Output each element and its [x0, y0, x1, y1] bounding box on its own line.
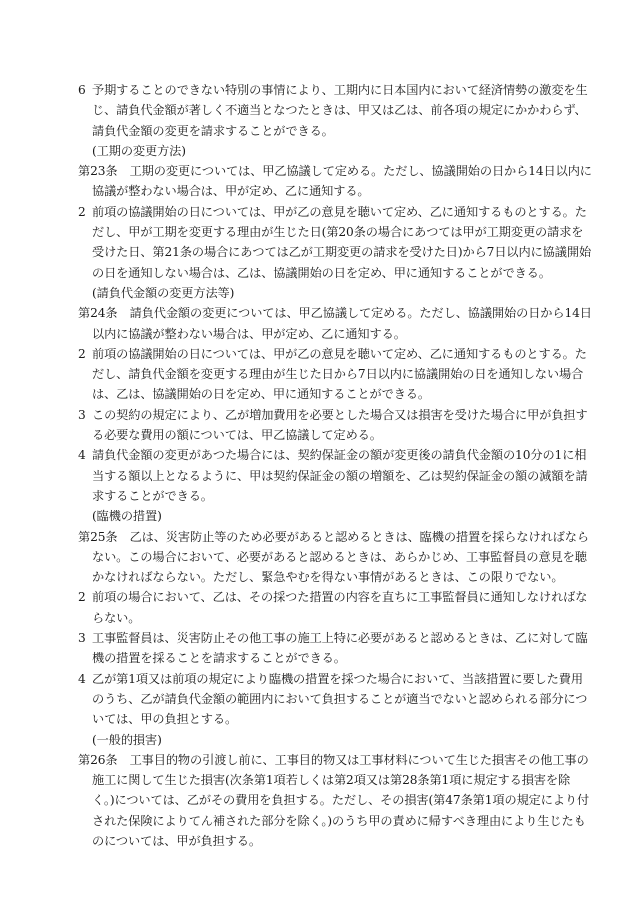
paragraph-text: この契約の規定により、乙が増加費用を必要とした場合又は損害を受けた場合に甲が負担する必要な費用の額については、甲乙協議して定める。	[92, 407, 588, 443]
article-26	[78, 750, 592, 851]
article-23-paragraph-2	[78, 202, 592, 283]
article-text: 請負代金額の変更については、甲乙協議して定める。ただし、協議開始の日から14日以内に協議が整わない場合は、甲が定め、乙に通知する。	[92, 306, 592, 341]
article-text: 工事目的物の引渡し前に、工事目的物又は工事材料について生じた損害その他工事の施工に関して生じた損害(次条第1項若しくは第2項又は第28条第1項に規定する損害を除く。)については、乙がその費用を負担する。ただし、その損害(第47条第1項の規定により付された保険によりてん補された部分を除く。)のうち甲の責めに帰すべき理由により生じたものについては、甲が負担する。	[92, 752, 590, 848]
paragraph-number: 2	[78, 204, 86, 219]
article-24-paragraph-4	[78, 445, 592, 506]
article-25-paragraph-2	[78, 587, 592, 628]
paragraph-number: 3	[78, 407, 86, 422]
article-text: 乙は、災害防止等のため必要があると認めるときは、臨機の措置を採らなければならない。この場合において、必要があると認めるときは、あらかじめ、工事監督員の意見を聴かなければならない。ただし、緊急やむを得ない事情があるときは、この限りでない。	[92, 529, 589, 585]
heading-general-damage: (一般的損害)	[92, 732, 162, 747]
paragraph-text: 工事監督員は、災害防止その他工事の施工上特に必要があると認めるときは、乙に対して臨機の措置を採ることを請求することができる。	[92, 631, 588, 666]
article-24	[78, 303, 592, 344]
heading-construction-period-change: (工期の変更方法)	[92, 143, 186, 158]
paragraph-number: 2	[78, 590, 86, 605]
paragraph-number: 3	[78, 631, 86, 646]
paragraph-text: 前項の場合において、乙は、その採つた措置の内容を直ちに工事監督員に通知しなければならない。	[92, 590, 588, 625]
article-24-paragraph-3	[78, 405, 592, 446]
paragraph-number: 4	[78, 448, 86, 463]
article-23	[78, 161, 592, 202]
article-number: 第26条	[78, 752, 118, 767]
paragraph-text: 前項の協議開始の日については、甲が乙の意見を聴いて定め、乙に通知するものとする。ただし、甲が工期を変更する理由が生じた日(第20条の場合にあつては甲が工期変更の請求を受けた日、第21条の場合にあつては乙が工期変更の請求を受けた日)から7日以内に協議開始の日を通知しない場合は、乙は、協議開始の日を定め、甲に通知することができる。	[92, 204, 592, 280]
article-number: 第23条	[78, 164, 118, 179]
article-text: 工期の変更については、甲乙協議して定める。ただし、協議開始の日から14日以内に協議が整わない場合は、甲が定め、乙に通知する。	[92, 164, 592, 199]
paragraph-text: 前項の協議開始の日については、甲が乙の意見を聴いて定め、乙に通知するものとする。ただし、請負代金額を変更する理由が生じた日から7日以内に協議開始の日を通知しない場合は、乙は、協議開始の日を定め、甲に通知することができる。	[92, 346, 587, 402]
paragraph-text: 乙が第1項又は前項の規定により臨機の措置を採つた場合において、当該措置に要した費用のうち、乙が請負代金額の範囲内において負担することが適当でないと認められる部分については、甲の負担とする。	[92, 671, 588, 727]
article-number: 第25条	[78, 529, 118, 544]
article-25-paragraph-3	[78, 628, 592, 669]
heading-emergency-measures: (臨機の措置)	[92, 509, 162, 524]
article-24-paragraph-2	[78, 344, 592, 405]
article-25-paragraph-4	[78, 669, 592, 730]
article-25	[78, 527, 592, 588]
paragraph-number: 6	[78, 83, 86, 97]
paragraph-6	[78, 80, 592, 141]
heading-contract-price-change: (請負代金額の変更方法等)	[92, 285, 235, 300]
paragraph-text: 予期することのできない特別の事情により、工期内に日本国内において経済情勢の激変を生じ、請負代金額が著しく不適当となつたときは、甲又は乙は、前各項の規定にかかわらず、請負代金額の変更を請求することができる。	[92, 83, 588, 138]
paragraph-number: 2	[78, 346, 86, 361]
paragraph-number: 4	[78, 671, 86, 686]
paragraph-text: 請負代金額の変更があつた場合には、契約保証金の額が変更後の請負代金額の10分の1に相当する額以上となるように、甲は契約保証金の額の増額を、乙は契約保証金の額の減額を請求することができる。	[92, 448, 588, 503]
article-number: 第24条	[78, 306, 118, 321]
